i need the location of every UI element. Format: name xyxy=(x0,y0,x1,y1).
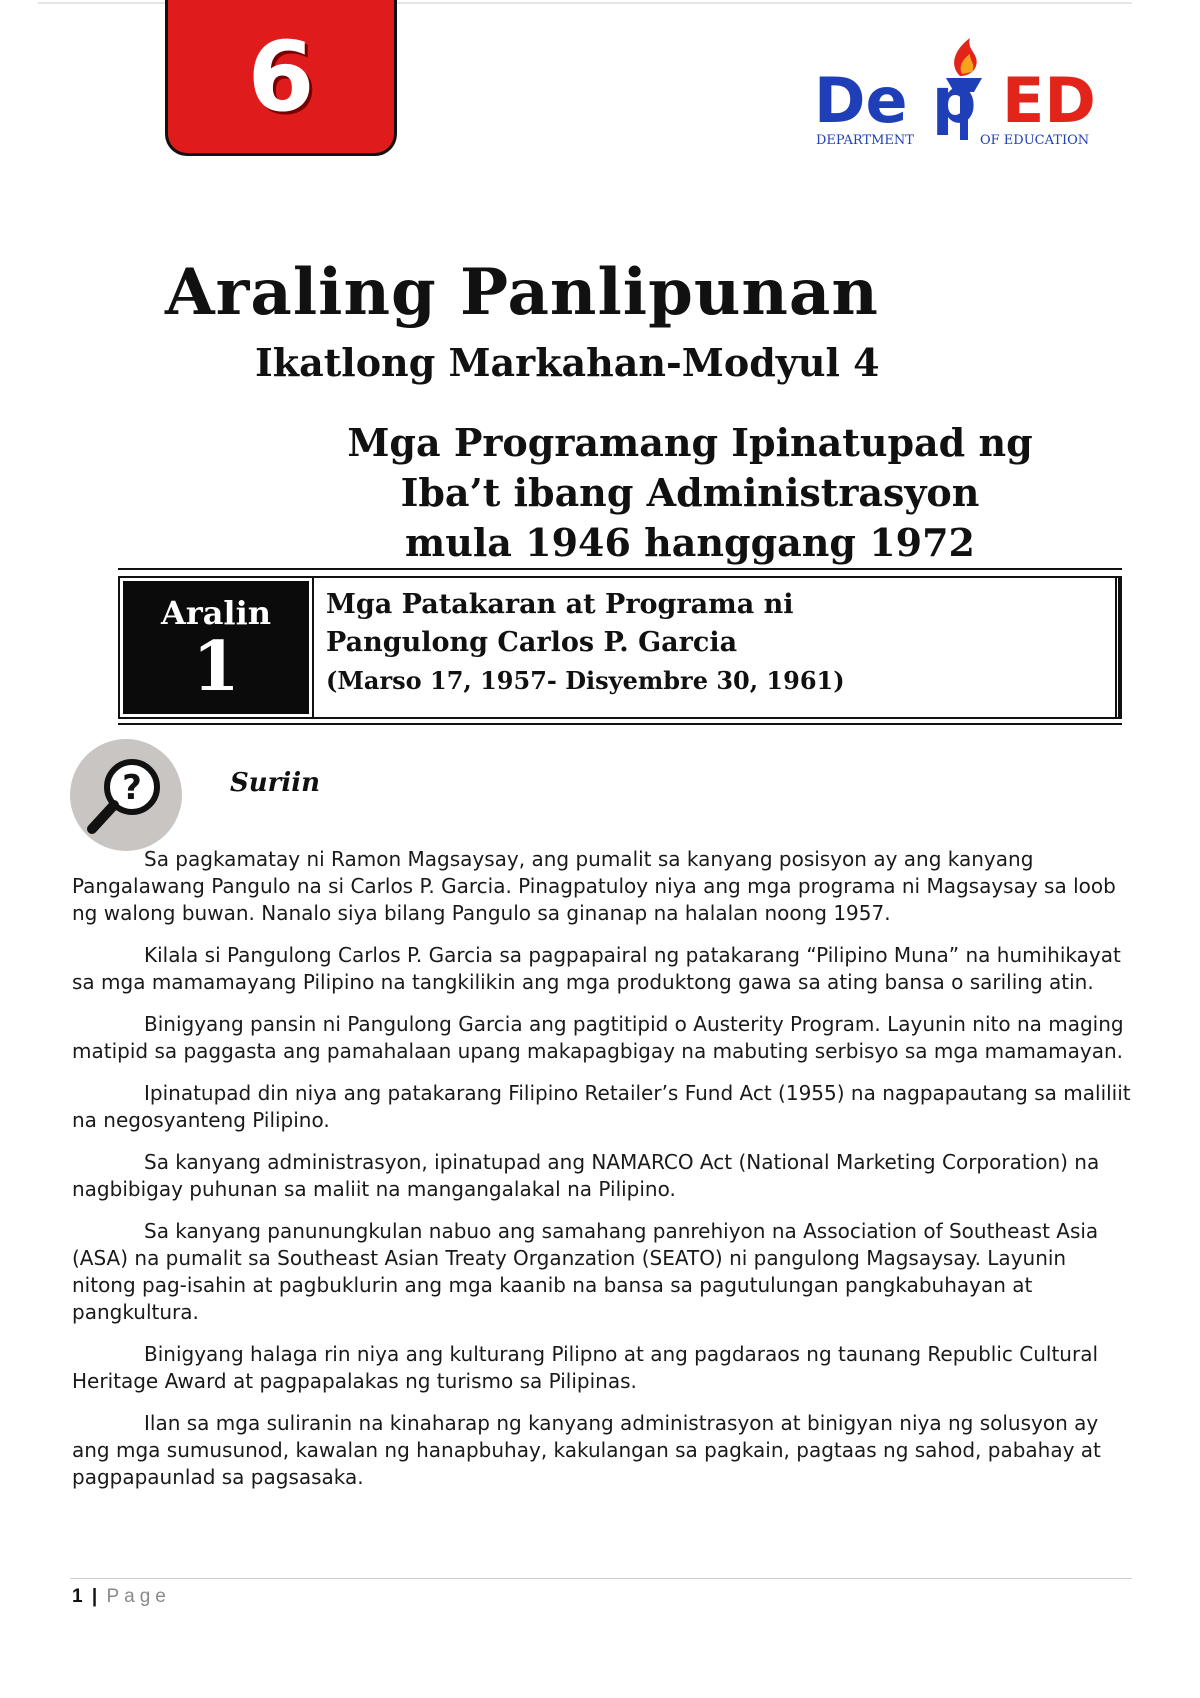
paragraph: Binigyang pansin ni Pangulong Garcia ang pagtitipid o Austerity Program. Layunin nito na maging matipid sa paggasta ang pamahalaan upang makapagbigay na mabuting serbisyo sa mga mamamayan. xyxy=(72,1012,1124,1063)
subject-title: Araling Panlipunan xyxy=(165,255,879,330)
lesson-number: 1 xyxy=(192,626,240,707)
module-topic-line: mula 1946 hanggang 1972 xyxy=(405,520,975,565)
lesson-label: Aralin xyxy=(161,593,271,632)
paragraph: Ilan sa mga suliranin na kinaharap ng kanyang administrasyon at binigyan niya ng solusyon ay ang mga sumusunod, kawalan ng hanapbuhay, kakulangan sa pagkain, pagtaas ng sahod, pabahay at pagpapaunlad sa pagsasaka. xyxy=(72,1411,1101,1489)
paragraph: Sa kanyang panunungkulan nabuo ang samahang panrehiyon na Association of Southeast Asia (ASA) na pumalit sa Southeast Asian Treaty Organzation (SEATO) ni pangulong Magsaysay. Layunin nitong pag-isahin at pagbuklurin ang mga kaanib na bansa sa pagutulungan pangkabuhayan at pangkultura. xyxy=(72,1219,1099,1324)
module-topic xyxy=(240,418,1140,568)
deped-logo xyxy=(810,30,1130,150)
svg-text:?: ? xyxy=(122,768,142,808)
paragraph: Sa pagkamatay ni Ramon Magsaysay, ang pumalit sa kanyang posisyon ay ang kanyang Pangalawang Pangulo na si Carlos P. Garcia. Pinagpatuloy niya ang mga programa ni Magsaysay sa loob ng walong buwan. Nanalo siya bilang Pangulo sa ginanap na halalan noong 1957. xyxy=(72,847,1116,925)
page-label: Page xyxy=(106,1586,171,1607)
lesson-title xyxy=(312,578,1120,717)
page-number: 1 xyxy=(72,1586,83,1607)
svg-text:ED: ED xyxy=(1002,64,1096,137)
lesson-number-box xyxy=(120,578,312,717)
paragraph: Kilala si Pangulong Carlos P. Garcia sa pagpapairal ng patakarang “Pilipino Muna” na humihikayat sa mga mamamayang Pilipino na tangkilikin ang mga produktong gawa sa ating bansa o sariling atin. xyxy=(72,943,1121,994)
body-content xyxy=(72,846,1136,1506)
page-footer xyxy=(72,1586,171,1608)
footer-rule xyxy=(70,1578,1132,1579)
lesson-banner xyxy=(118,568,1122,725)
lesson-dates: (Marso 17, 1957- Disyembre 30, 1961) xyxy=(326,666,845,695)
svg-text:OF EDUCATION: OF EDUCATION xyxy=(980,133,1090,148)
module-topic-line: Mga Programang Ipinatupad ng xyxy=(347,420,1033,465)
footer-separator: | xyxy=(91,1586,98,1607)
grade-badge xyxy=(165,0,397,156)
svg-text:p: p xyxy=(932,64,977,137)
paragraph: Binigyang halaga rin niya ang kulturang Pilipno at ang pagdaraos ng taunang Republic Cultural Heritage Award at pagpapalakas ng turismo sa Pilipinas. xyxy=(72,1342,1099,1393)
lesson-title-line: Pangulong Carlos P. Garcia xyxy=(326,627,738,658)
quarter-module-title: Ikatlong Markahan-Modyul 4 xyxy=(255,340,880,385)
svg-text:DEPARTMENT: DEPARTMENT xyxy=(816,133,914,148)
grade-number: 6 xyxy=(247,20,315,133)
module-topic-line: Iba’t ibang Administrasyon xyxy=(400,470,980,515)
paragraph: Ipinatupad din niya ang patakarang Filipino Retailer’s Fund Act (1955) na nagpapautang sa maliliit na negosyanteng Pilipino. xyxy=(72,1081,1131,1132)
section-heading: Suriin xyxy=(230,768,321,798)
lesson-title-line: Mga Patakaran at Programa ni xyxy=(326,589,794,620)
paragraph: Sa kanyang administrasyon, ipinatupad ang NAMARCO Act (National Marketing Corporation) na nagbibigay puhunan sa maliit na mangangalakal na Pilipino. xyxy=(72,1150,1100,1201)
magnifier-question-icon xyxy=(66,737,186,853)
svg-text:De: De xyxy=(814,64,908,137)
